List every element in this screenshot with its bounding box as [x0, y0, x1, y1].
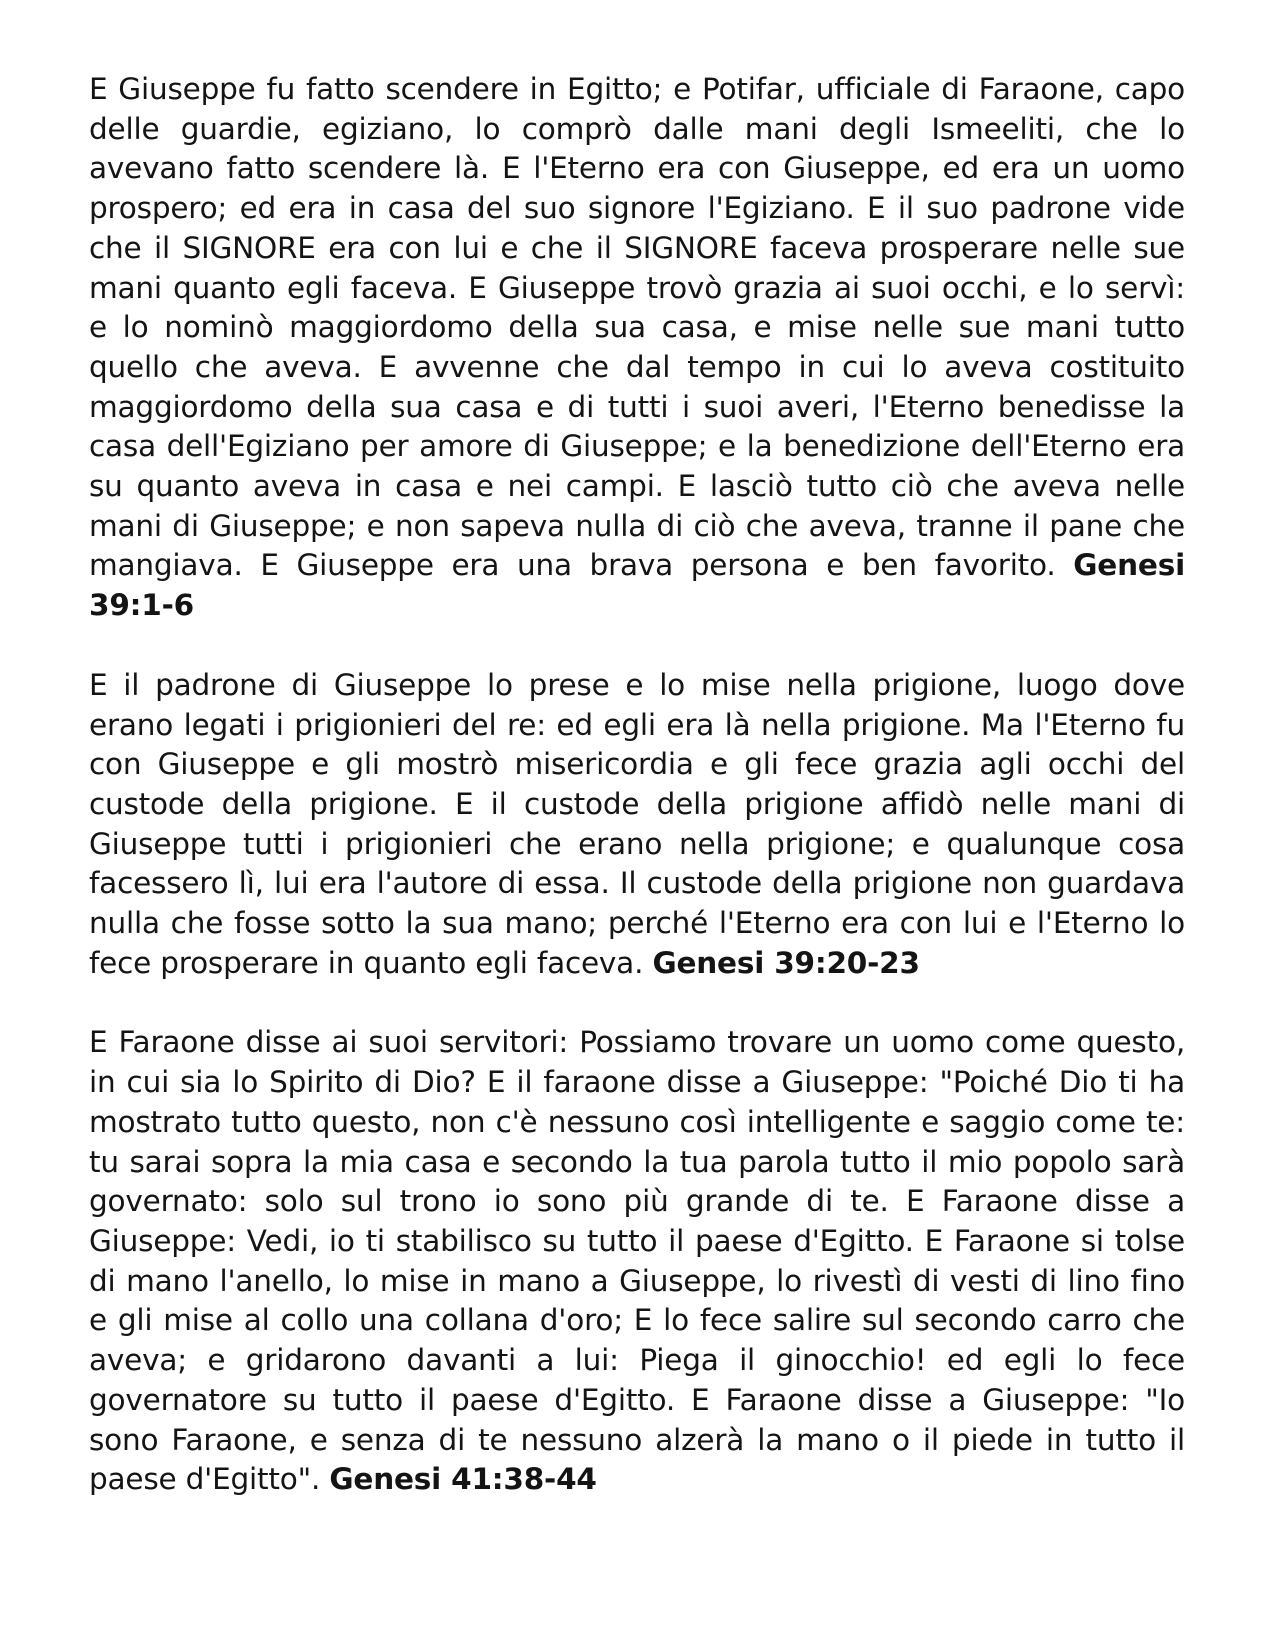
passage-text: E Giuseppe fu fatto scendere in Egitto; e Potifar, ufficiale di Faraone, capo delle guardie, egiziano, lo comprò dalle mani degli Ismeeliti, che lo avevano fatto scendere là. E l'Eterno era con Giuseppe, ed era un uomo prospero; ed era in casa del suo signore l'Egiziano. E il suo padrone vide che il SIGNORE era con lui e che il SIGNORE faceva prosperare nelle sue mani quanto egli faceva. E Giuseppe trovò grazia ai suoi occhi, e lo servì: e lo nominò maggiordomo della sua casa, e mise nelle sue mani tutto quello che aveva. E avvenne che dal tempo in cui lo aveva costituito maggiordomo della sua casa e di tutti i suoi averi, l'Eterno benedisse la casa dell'Egiziano per amore di Giuseppe; e la benedizione dell'Eterno era su quanto aveva in casa e nei campi. E lasciò tutto ciò che aveva nelle mani di Giuseppe; e non sapeva nulla di ciò che aveva, tranne il pane che mangiava. E Giuseppe era una brava persona e ben favorito.	[89, 72, 1185, 583]
verse-reference: Genesi 39:1-6	[89, 548, 1185, 623]
scripture-page	[89, 70, 1185, 1540]
passage-genesis-39-20-23	[89, 666, 1185, 984]
verse-reference: Genesi 39:20-23	[652, 945, 920, 980]
passage-genesis-41-38-44	[89, 1023, 1185, 1499]
verse-reference: Genesi 41:38-44	[329, 1462, 597, 1497]
passage-text: E il padrone di Giuseppe lo prese e lo mise nella prigione, luogo dove erano legati i prigionieri del re: ed egli era là nella prigione. Ma l'Eterno fu con Giuseppe e gli mostrò misericordia e gli fece grazia agli occhi del custode della prigione. E il custode della prigione affidò nelle mani di Giuseppe tutti i prigionieri che erano nella prigione; e qualunque cosa facessero lì, lui era l'autore di essa. Il custode della prigione non guardava nulla che fosse sotto la sua mano; perché l'Eterno era con lui e l'Eterno lo fece prosperare in quanto egli faceva.	[89, 667, 1185, 980]
passage-genesis-39-1-6	[89, 70, 1185, 626]
passage-text: E Faraone disse ai suoi servitori: Possiamo trovare un uomo come questo, in cui sia lo Spirito di Dio? E il faraone disse a Giuseppe: "Poiché Dio ti ha mostrato tutto questo, non c'è nessuno così intelligente e saggio come te: tu sarai sopra la mia casa e secondo la tua parola tutto il mio popolo sarà governato: solo sul trono io sono più grande di te. E Faraone disse a Giuseppe: Vedi, io ti stabilisco su tutto il paese d'Egitto. E Faraone si tolse di mano l'anello, lo mise in mano a Giuseppe, lo rivestì di vesti di lino fino e gli mise al collo una collana d'oro; E lo fece salire sul secondo carro che aveva; e gridarono davanti a lui: Piega il ginocchio! ed egli lo fece governatore su tutto il paese d'Egitto. E Faraone disse a Giuseppe: "Io sono Faraone, e senza di te nessuno alzerà la mano o il piede in tutto il paese d'Egitto".	[89, 1025, 1185, 1497]
